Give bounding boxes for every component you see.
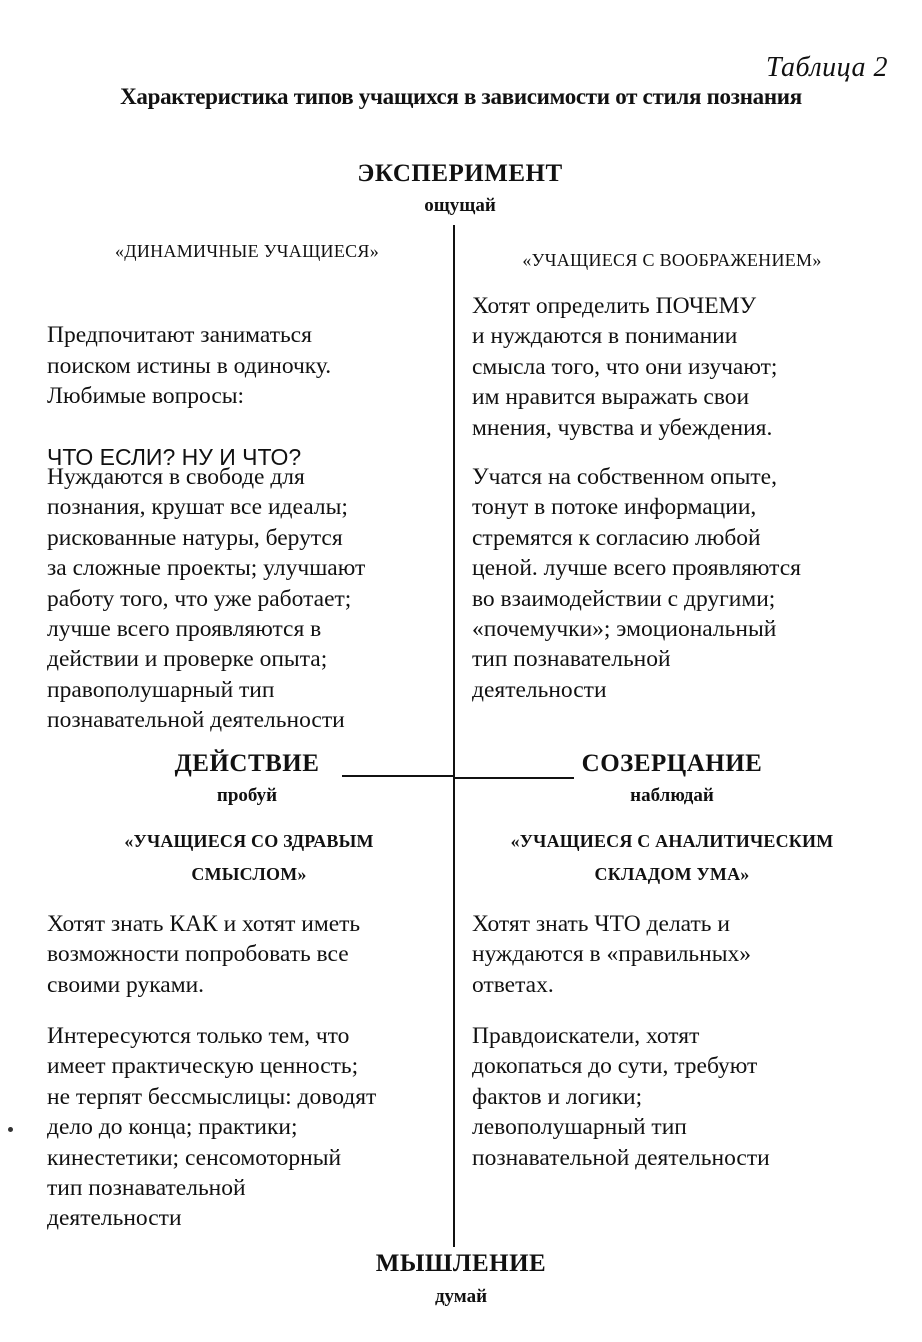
quadrant-text-analytic-2: Правдоискатели, хотят докопаться до сути, требуют фактов и логики; левополушарный тип познавательной деятельности: [472, 1023, 770, 1171]
axis-right-verb: наблюдай: [630, 785, 714, 806]
analytic-label-line1: «УЧАЩИЕСЯ С АНАЛИТИЧЕСКИМ: [510, 831, 834, 851]
axis-top-verb: ощущай: [424, 195, 496, 216]
quadrant-text-dynamic-1: [47, 290, 452, 473]
quadrant-text-common-sense-1: Хотят знать КАК и хотят иметь возможности попробовать все своими руками.: [47, 911, 361, 998]
quadrant-text-analytic-1: Хотят знать ЧТО делать и нуждаются в «правильных» ответах.: [472, 911, 752, 998]
axis-bottom-verb: думай: [434, 1286, 488, 1307]
quadrant-label-dynamic: «ДИНАМИЧНЫЕ УЧАЩИЕСЯ»: [114, 241, 380, 261]
axis-bottom-label: МЫШЛЕНИЕ: [375, 1250, 547, 1277]
axis-right-label: СОЗЕРЦАНИЕ: [581, 750, 763, 777]
quadrant-label-analytic: [511, 825, 834, 891]
quadrant-label-imaginative: «УЧАЩИЕСЯ С ВООБРАЖЕНИЕМ»: [522, 250, 822, 270]
common-sense-label-line2: СМЫСЛОМ»: [191, 864, 307, 884]
dynamic-text-lines: Предпочитают заниматься поиском истины в одиночку. Любимые вопросы:: [47, 322, 332, 410]
table-number: Таблица 2: [766, 52, 888, 83]
scan-speck: [8, 1127, 13, 1132]
quadrant-text-imaginative-2: Учатся на собственном опыте, тонут в потоке информации, стремятся к согласию любой ценой. лучше всего проявляются во взаимодействии с другими; «почемучки»; эмоциональный тип познавательной деятельности: [472, 464, 801, 703]
axis-left-label: ДЕЙСТВИЕ: [174, 750, 320, 777]
quadrant-text-common-sense-2: Интересуются только тем, что имеет практическую ценность; не терпят бессмыслицы: доводят дело до конца; практики; кинестетики; сенсомоторный тип познавательной деятельности: [47, 1023, 377, 1232]
table-title: Характеристика типов учащихся в зависимости от стиля познания: [120, 84, 802, 109]
analytic-label-line2: СКЛАДОМ УМА»: [594, 864, 750, 884]
horizontal-axis-line-right: [455, 777, 574, 779]
quadrant-text-dynamic-2: Нуждаются в свободе для познания, крушат все идеалы; рискованные натуры, берутся за сложные проекты; улучшают работу того, что уже работает; лучше всего проявляются в действии и проверке опыта; правополушарный тип познавательной деятельности: [47, 464, 366, 734]
axis-top-label: ЭКСПЕРИМЕНТ: [357, 160, 563, 187]
common-sense-label-line1: «УЧАЩИЕСЯ СО ЗДРАВЫМ: [124, 831, 374, 851]
quadrant-text-imaginative-1: Хотят определить ПОЧЕМУ и нуждаются в понимании смысла того, что они изучают; им нравится выражать свои мнения, чувства и убеждения.: [472, 293, 778, 441]
axis-left-verb: пробуй: [216, 785, 278, 806]
horizontal-axis-line-left: [342, 775, 453, 777]
dynamic-questions: ЧТО ЕСЛИ? НУ И ЧТО?: [47, 444, 302, 471]
vertical-axis-line: [453, 225, 455, 1247]
quadrant-label-common-sense: [124, 825, 373, 891]
